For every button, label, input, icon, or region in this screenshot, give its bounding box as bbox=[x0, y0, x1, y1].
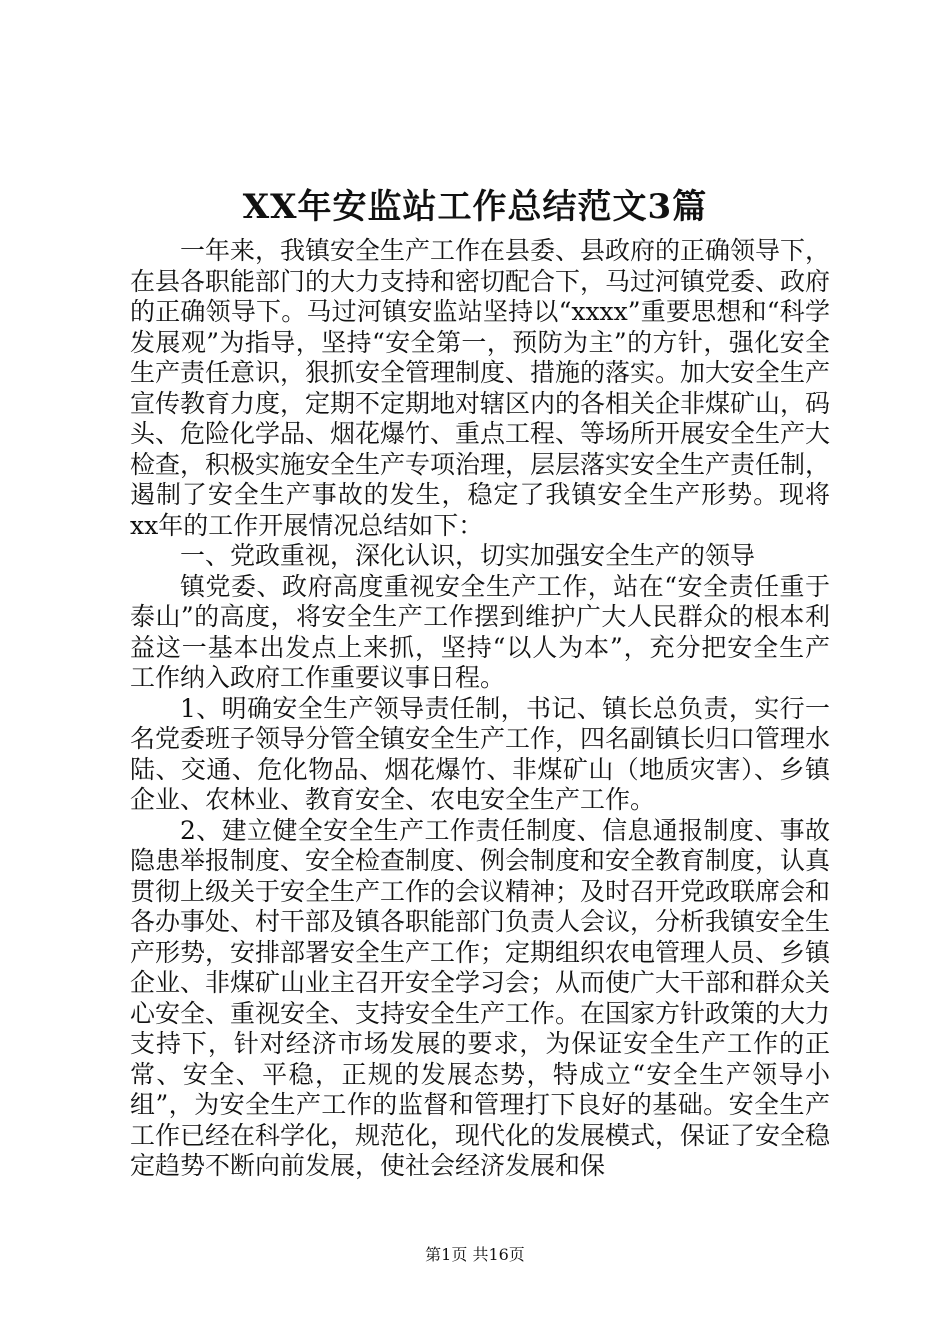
document-body bbox=[130, 236, 830, 1182]
section-heading-1: 一、党政重视，深化认识，切实加强安全生产的领导 bbox=[180, 541, 756, 570]
paragraph-intro: 一年来，我镇安全生产工作在县委、县政府的正确领导下，在县各职能部门的大力支持和密切配合下，马过河镇党委、政府的正确领导下。马过河镇安监站坚持以“xxxx”重要思想和“科学发展观”为指导，坚持“安全第一，预防为主”的方针，强化安全生产责任意识，狠抓安全管理制度、措施的落实。加大安全生产宣传教育力度，定期不定期地对辖区内的各相关企非煤矿山，码头、危险化学品、烟花爆竹、重点工程、等场所开展安全生产大检查，积极实施安全生产专项治理，层层落实安全生产责任制，遏制了安全生产事故的发生，稳定了我镇安全生产形势。现将xx年的工作开展情况总结如下： bbox=[130, 236, 831, 540]
document-title: XX年安监站工作总结范文3篇 bbox=[242, 187, 708, 227]
paragraph-item-1: 1、明确安全生产领导责任制，书记、镇长总负责，实行一名党委班子领导分管全镇安全生产工作，四名副镇长归口管理水陆、交通、危化物品、烟花爆竹、非煤矿山（地质灾害）、乡镇企业、农林业、教育安全、农电安全生产工作。 bbox=[130, 693, 831, 814]
paragraph-item-2: 2、建立健全安全生产工作责任制度、信息通报制度、事故隐患举报制度、安全检查制度、例会制度和安全教育制度，认真贯彻上级关于安全生产工作的会议精神；及时召开党政联席会和各办事处、村干部及镇各职能部门负责人会议，分析我镇安全生产形势，安排部署安全生产工作；定期组织农电管理人员、乡镇企业、非煤矿山业主召开安全学习会；从而使广大干部和群众关心安全、重视安全、支持安全生产工作。在国家方针政策的大力支持下，针对经济市场发展的要求，为保证安全生产工作的正常、安全、平稳，正规的发展态势，特成立“安全生产领导小组”，为安全生产工作的监督和管理打下良好的基础。安全生产工作已经在科学化，规范化，现代化的发展模式，保证了安全稳定趋势不断向前发展，使社会经济发展和保 bbox=[130, 815, 831, 1180]
page-number-footer: 第1页 共16页 bbox=[425, 1245, 525, 1264]
paragraph-section-1: 镇党委、政府高度重视安全生产工作，站在“安全责任重于泰山”的高度，将安全生产工作摆到维护广大人民群众的根本利益这一基本出发点上来抓，坚持“以人为本”，充分把安全生产工作纳入政府工作重要议事日程。 bbox=[130, 571, 830, 692]
